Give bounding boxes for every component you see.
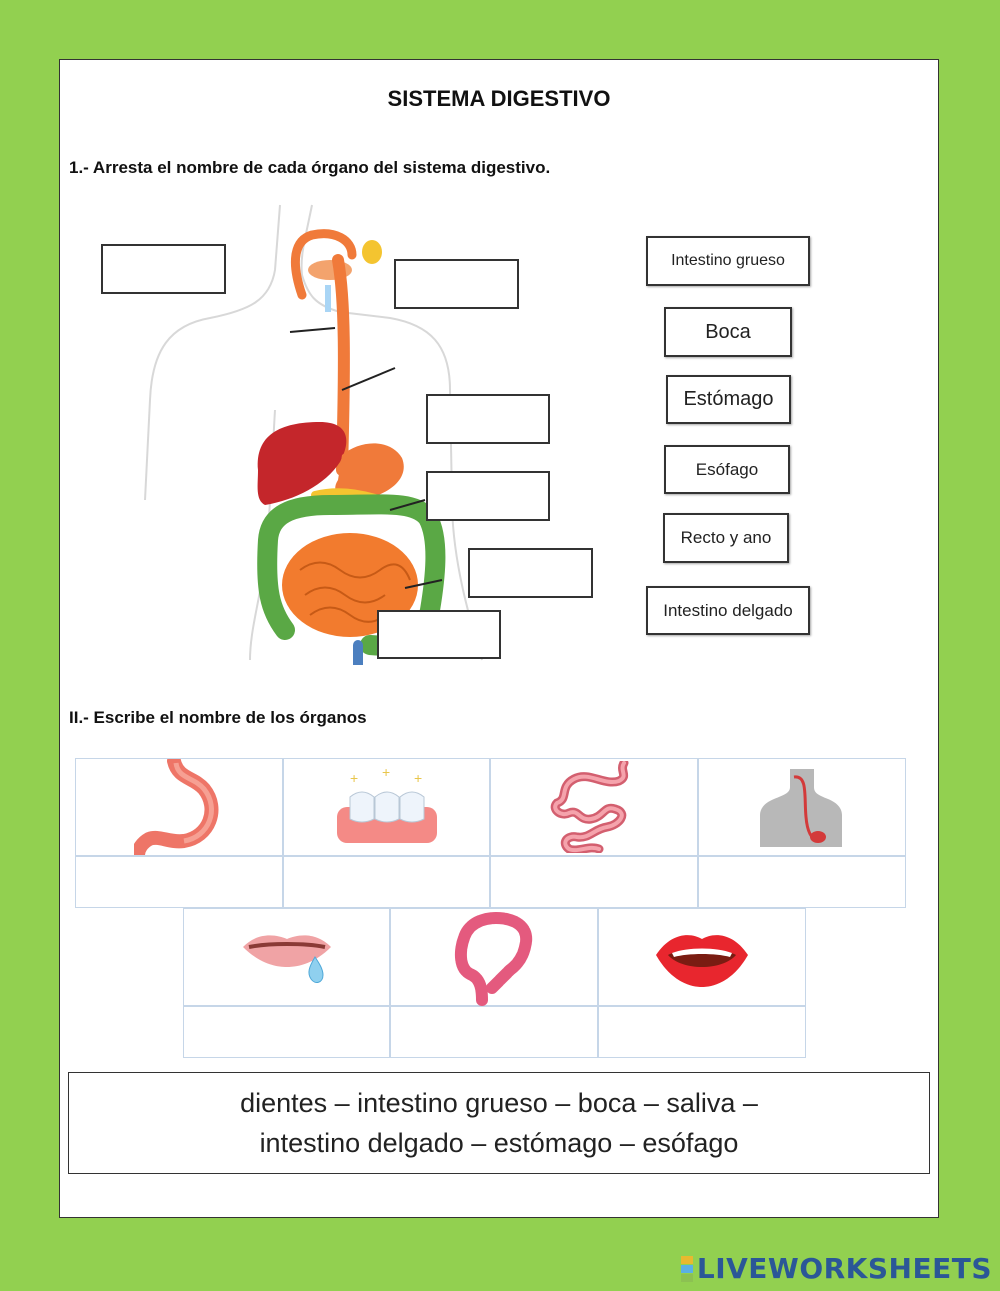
answer-field[interactable]: [75, 856, 283, 908]
answer-field[interactable]: [698, 856, 906, 908]
word-bank-line-1: dientes – intestino grueso – boca – saliva –: [240, 1088, 758, 1118]
image-cell: [390, 908, 598, 1006]
logo-text: LIVEWORKSHEETS: [696, 1252, 992, 1285]
page-title: SISTEMA DIGESTIVO: [387, 86, 611, 111]
answer-box-large-intestine[interactable]: [468, 548, 593, 598]
mouth-icon: [652, 925, 752, 989]
word-tile[interactable]: Recto y ano: [663, 513, 789, 563]
image-cell: [283, 758, 490, 856]
question-1: 1.- Arresta el nombre de cada órgano del sistema digestivo.: [69, 158, 551, 177]
answer-field[interactable]: [183, 1006, 390, 1058]
teeth-icon: [332, 767, 442, 847]
word-bank: [68, 1072, 930, 1174]
liveworksheets-logo: [681, 1252, 992, 1285]
answer-box-mouth[interactable]: [101, 244, 226, 294]
question-2: II.- Escribe el nombre de los órganos: [69, 708, 367, 727]
svg-text:+: +: [381, 767, 390, 780]
answer-field[interactable]: [283, 856, 490, 908]
image-cell: [75, 758, 283, 856]
saliva-icon: [239, 927, 335, 987]
answer-box-stomach[interactable]: [426, 394, 550, 444]
answer-box-small-intestine[interactable]: [426, 471, 550, 521]
logo-icon: [681, 1256, 693, 1282]
svg-text:+: +: [413, 770, 422, 786]
answer-box-rectum[interactable]: [377, 610, 501, 659]
stomach-icon: [134, 759, 224, 855]
answer-field[interactable]: [390, 1006, 598, 1058]
esophagus-icon: [760, 767, 844, 847]
answer-field[interactable]: [490, 856, 698, 908]
image-cell: [183, 908, 390, 1006]
small-intestine-icon: [549, 761, 639, 853]
answer-box-esophagus[interactable]: [394, 259, 519, 309]
word-tile[interactable]: Estómago: [666, 375, 791, 424]
image-cell: [698, 758, 906, 856]
word-tile[interactable]: Boca: [664, 307, 792, 357]
word-tile[interactable]: Esófago: [664, 445, 790, 494]
word-bank-line-2: intestino delgado – estómago – esófago: [259, 1128, 739, 1158]
image-cell: [598, 908, 806, 1006]
large-intestine-icon: [452, 908, 536, 1006]
svg-text:+: +: [349, 770, 358, 786]
worksheet-page: [59, 59, 939, 1218]
answer-field[interactable]: [598, 1006, 806, 1058]
image-cell: [490, 758, 698, 856]
word-tile[interactable]: Intestino grueso: [646, 236, 810, 286]
word-tile[interactable]: Intestino delgado: [646, 586, 810, 635]
